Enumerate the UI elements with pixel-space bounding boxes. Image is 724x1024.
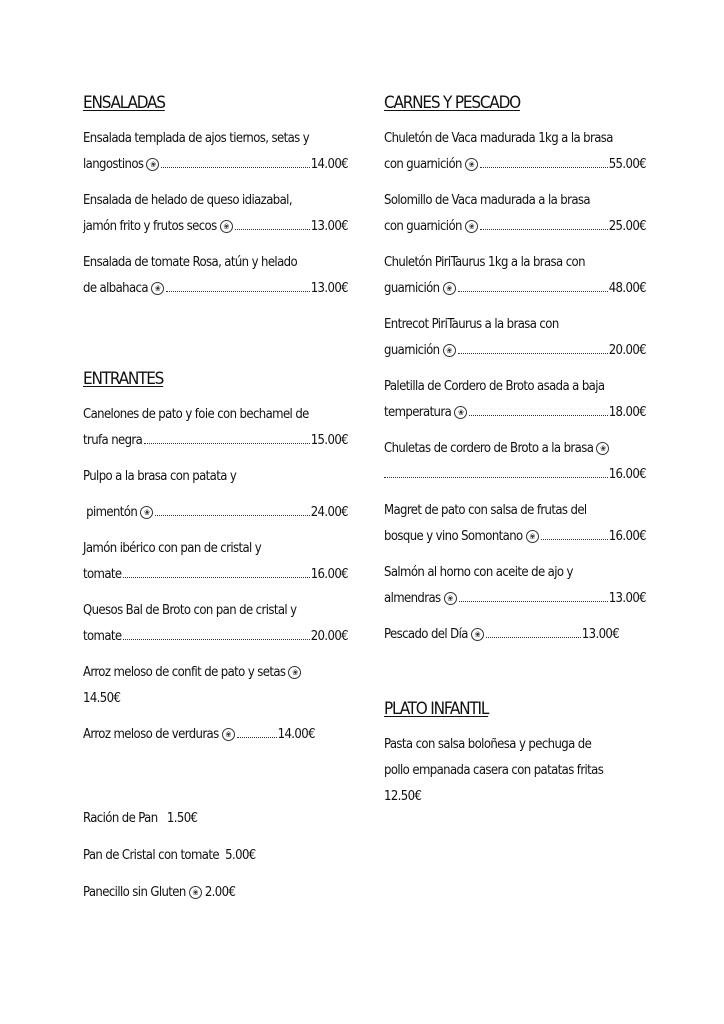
item-name-cont: guarnición: [384, 281, 440, 296]
allergen-icon: ❀: [471, 628, 484, 641]
dot-leader: [384, 477, 608, 478]
item-name: Entrecot PiriTaurus a la brasa con: [384, 317, 559, 332]
entrantes-list: [83, 402, 348, 748]
item-price: 13.00€: [310, 281, 348, 296]
item-price: 13.00€: [581, 627, 620, 642]
item-price: 13.00€: [310, 219, 348, 234]
dot-leader: [123, 639, 309, 640]
item-name-cont: de albahaca: [83, 281, 148, 296]
item-price: 16.00€: [608, 529, 646, 544]
item-price: 48.00€: [608, 281, 646, 296]
dot-leader: [480, 229, 608, 230]
item-name: Arroz meloso de confit de pato y setas: [83, 665, 286, 680]
item-name: Pulpo a la brasa con patata y: [83, 469, 237, 484]
dot-leader: [458, 353, 608, 354]
item-price: 12.50€: [384, 789, 422, 804]
menu-item: [384, 312, 646, 364]
item-price: 14.00€: [310, 157, 348, 172]
dot-leader: [541, 539, 608, 540]
section-title-carnes: CARNES Y PESCADO: [384, 93, 520, 113]
item-name-cont: pimentón: [83, 505, 138, 520]
item-name: Quesos Bal de Broto con pan de cristal y: [83, 603, 297, 618]
menu-item: [384, 126, 646, 178]
item-name: Ensalada de helado de queso idiazabal,: [83, 193, 292, 208]
menu-item: [384, 498, 646, 550]
item-name: Arroz meloso de verduras: [83, 727, 219, 742]
item-name-cont: tomate: [83, 567, 122, 582]
menu-item: [83, 660, 348, 712]
extra-price: 2.00€: [204, 885, 236, 900]
menu-item: [83, 536, 348, 588]
extra-item: [83, 880, 348, 906]
allergen-icon: ❀: [151, 282, 164, 295]
dot-leader: [161, 167, 309, 168]
section-title-entrantes: ENTRANTES: [83, 369, 164, 389]
dot-leader: [235, 229, 310, 230]
menu-item: [384, 374, 646, 426]
item-price: 15.00€: [310, 433, 348, 448]
item-name-cont: trufa negra: [83, 433, 143, 448]
item-price: 55.00€: [608, 157, 646, 172]
allergen-icon: ❀: [465, 220, 478, 233]
item-name: Jamón ibérico con pan de cristal y: [83, 541, 262, 556]
item-name-cont: tomate: [83, 629, 122, 644]
item-name: Chuletón PiriTaurus 1kg a la brasa con: [384, 255, 585, 270]
extra-item: [83, 843, 348, 869]
extra-price: 5.00€: [225, 848, 256, 863]
extra-item: [83, 806, 348, 832]
item-price: 20.00€: [608, 343, 646, 358]
item-price: 14.00€: [277, 727, 315, 742]
allergen-icon: ❀: [189, 886, 202, 899]
allergen-icon: ❀: [140, 506, 153, 519]
item-name-cont: bosque y vino Somontano: [384, 529, 523, 544]
dot-leader: [458, 291, 608, 292]
carnes-list: [384, 126, 646, 648]
allergen-icon: ❀: [443, 282, 456, 295]
menu-item: [384, 732, 646, 810]
left-column: [83, 92, 348, 917]
item-name: Pasta con salsa boloñesa y pechuga de: [384, 737, 592, 752]
item-price: 20.00€: [310, 629, 348, 644]
item-name: Solomillo de Vaca madurada a la brasa: [384, 193, 590, 208]
extra-label: Ración de Pan: [83, 811, 158, 826]
section-title-ensaladas: ENSALADAS: [83, 93, 165, 113]
item-price: 13.00€: [608, 591, 646, 606]
menu-item: [83, 402, 348, 454]
item-price: 18.00€: [608, 405, 646, 420]
allergen-icon: ❀: [454, 406, 467, 419]
item-name: Chuletas de cordero de Broto a la brasa: [384, 441, 594, 456]
extra-label: Pan de Cristal con tomate: [83, 848, 219, 863]
item-name: Pescado del Día: [384, 627, 468, 642]
allergen-icon: ❀: [444, 592, 457, 605]
dot-leader: [486, 637, 581, 638]
item-name-cont: con guarnición: [384, 157, 462, 172]
item-name: Salmón al horno con aceite de ajo y: [384, 565, 573, 580]
dot-leader: [144, 443, 309, 444]
item-price: 16.00€: [608, 467, 646, 482]
dot-leader: [480, 167, 608, 168]
item-name: Chuletón de Vaca madurada 1kg a la brasa: [384, 131, 613, 146]
menu-item: [384, 436, 646, 488]
item-price: 25.00€: [608, 219, 646, 234]
allergen-icon: ❀: [220, 220, 233, 233]
allergen-icon: ❀: [443, 344, 456, 357]
item-price: 16.00€: [310, 567, 348, 582]
allergen-icon: ❀: [222, 728, 235, 741]
item-name-cont: con guarnición: [384, 219, 462, 234]
allergen-icon: ❀: [146, 158, 159, 171]
menu-item: [384, 250, 646, 302]
item-name-cont: guarnición: [384, 343, 440, 358]
menu-item: [83, 250, 348, 302]
item-name-cont: almendras: [384, 591, 441, 606]
item-name: Canelones de pato y foie con bechamel de: [83, 407, 309, 422]
dot-leader: [123, 577, 309, 578]
item-price: 24.00€: [310, 505, 348, 520]
allergen-icon: ❀: [288, 666, 301, 679]
menu-item: [384, 622, 646, 648]
dot-leader: [459, 601, 608, 602]
item-name-cont: jamón frito y frutos secos: [83, 219, 217, 234]
item-name: Magret de pato con salsa de frutas del: [384, 503, 587, 518]
section-title-infantil: PLATO INFANTIL: [384, 699, 489, 719]
dot-leader: [166, 291, 310, 292]
right-column: [384, 92, 646, 820]
item-price: 14.50€: [83, 691, 121, 706]
item-name: Ensalada de tomate Rosa, atún y helado: [83, 255, 298, 270]
menu-item: [83, 598, 348, 650]
menu-item: [83, 464, 348, 526]
menu-item: [384, 560, 646, 612]
dot-leader: [469, 415, 608, 416]
menu-item: [83, 188, 348, 240]
allergen-icon: ❀: [596, 442, 609, 455]
item-name-cont: pollo empanada casera con patatas fritas: [384, 763, 604, 778]
extra-price: 1.50€: [166, 811, 198, 826]
dot-leader: [237, 737, 277, 738]
allergen-icon: ❀: [526, 530, 539, 543]
item-name: Ensalada templada de ajos tiernos, setas y: [83, 131, 310, 146]
menu-item: [384, 188, 646, 240]
allergen-icon: ❀: [465, 158, 478, 171]
item-name: Paletilla de Cordero de Broto asada a baja: [384, 379, 605, 394]
menu-item: [83, 126, 348, 178]
extra-label: Panecillo sin Gluten: [83, 885, 186, 900]
menu-item: [83, 722, 348, 748]
item-name-cont: temperatura: [384, 405, 452, 420]
infantil-list: [384, 732, 646, 810]
dot-leader: [155, 515, 310, 516]
ensaladas-list: [83, 126, 348, 302]
item-name-cont: langostinos: [83, 157, 144, 172]
